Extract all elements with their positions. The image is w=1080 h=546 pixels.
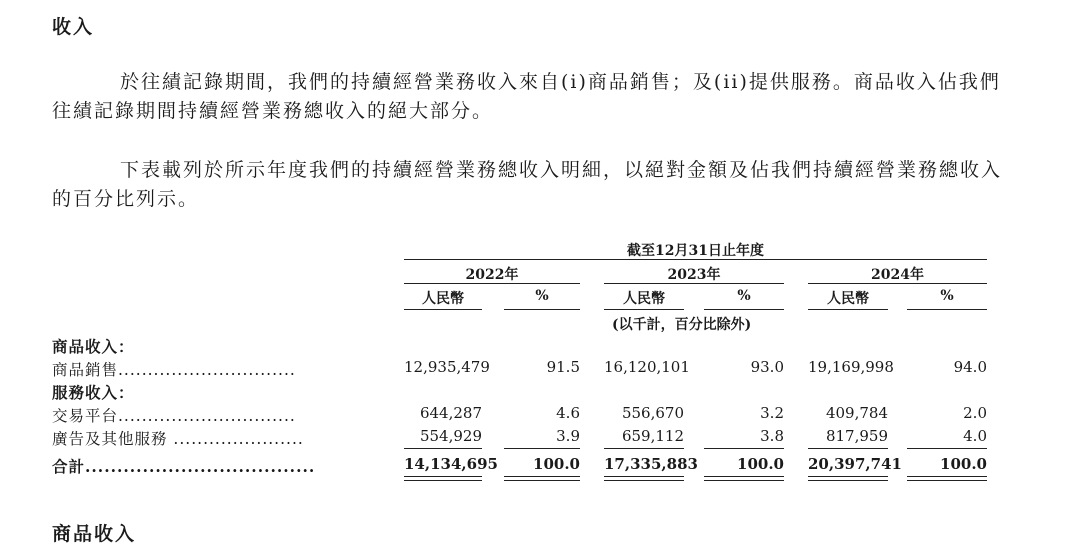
total-double-rule (704, 476, 784, 481)
row-label-trading-platform: 交易平台.............................. (52, 407, 296, 425)
total-double-rule (504, 476, 580, 481)
unit-note: (以千計，百分比除外) (612, 317, 752, 333)
header-rule (404, 259, 987, 260)
total-double-rule (404, 476, 482, 481)
year-rule-2024 (808, 283, 987, 284)
total-double-rule (808, 476, 888, 481)
year-2022: 2022年 (465, 267, 519, 283)
percent-header-2023: % (737, 288, 751, 304)
subheader-rule (504, 309, 580, 310)
percent-header-2024: % (940, 288, 954, 304)
cell: 91.5 (546, 358, 580, 376)
currency-header-2022: 人民幣 (422, 291, 464, 307)
cell: 93.0 (750, 358, 784, 376)
cell: 94.0 (953, 358, 987, 376)
subheader-rule (704, 309, 784, 310)
total-cell: 14,134,695 (404, 455, 498, 473)
cell: 3.9 (556, 427, 580, 445)
next-section-heading: 商品收入 (52, 523, 137, 545)
year-rule-2022 (404, 283, 580, 284)
cell: 2.0 (963, 404, 987, 422)
total-cell: 100.0 (940, 455, 987, 473)
subtotal-rule (504, 448, 580, 449)
total-cell: 20,397,741 (808, 455, 902, 473)
cell: 556,670 (621, 404, 684, 422)
subtotal-rule (907, 448, 987, 449)
cell: 659,112 (621, 427, 684, 445)
paragraph-2: 下表載列於所示年度我們的持續經營業務總收入明細，以絕對金額及佔我們持續經營業務總收入的百分比列示。 (52, 159, 1003, 210)
year-2024: 2024年 (871, 267, 924, 283)
row-label-total: 合計.................................... (52, 457, 316, 476)
section-heading: 收入 (52, 16, 95, 38)
subtotal-rule (604, 448, 684, 449)
currency-header-2023: 人民幣 (623, 291, 665, 307)
currency-header-2024: 人民幣 (827, 291, 869, 307)
cell: 644,287 (419, 404, 482, 422)
paragraph-1: 於往績記錄期間，我們的持續經營業務收入來自(i)商品銷售；及(ii)提供服務。商品收入佔我們往績記錄期間持續經營業務總收入的絕大部分。 (52, 71, 1001, 122)
row-label-advertising: 廣告及其他服務 ...................... (52, 430, 304, 448)
section-label-goods: 商品收入： (52, 337, 135, 356)
subtotal-rule (808, 448, 888, 449)
cell: 16,120,101 (604, 358, 690, 376)
period-header: 截至12月31日止年度 (627, 243, 764, 259)
year-2023: 2023年 (667, 267, 721, 283)
subtotal-rule (704, 448, 784, 449)
cell: 4.6 (556, 404, 580, 422)
row-label-goods-sales: 商品銷售.............................. (52, 361, 296, 379)
subheader-rule (404, 309, 482, 310)
cell: 19,169,998 (808, 358, 894, 376)
total-double-rule (604, 476, 684, 481)
subtotal-rule (404, 448, 482, 449)
percent-header-2022: % (535, 288, 549, 304)
subheader-rule (604, 309, 684, 310)
cell: 4.0 (963, 427, 987, 445)
total-cell: 17,335,883 (604, 455, 698, 473)
year-rule-2023 (604, 283, 784, 284)
section-label-services: 服務收入： (52, 383, 135, 402)
total-double-rule (907, 476, 987, 481)
subheader-rule (907, 309, 987, 310)
subheader-rule (808, 309, 888, 310)
cell: 3.2 (760, 404, 784, 422)
cell: 554,929 (419, 427, 482, 445)
revenue-table (52, 232, 987, 502)
total-cell: 100.0 (737, 455, 784, 473)
cell: 817,959 (825, 427, 888, 445)
cell: 12,935,479 (404, 358, 490, 376)
cell: 3.8 (760, 427, 784, 445)
cell: 409,784 (825, 404, 888, 422)
total-cell: 100.0 (533, 455, 580, 473)
